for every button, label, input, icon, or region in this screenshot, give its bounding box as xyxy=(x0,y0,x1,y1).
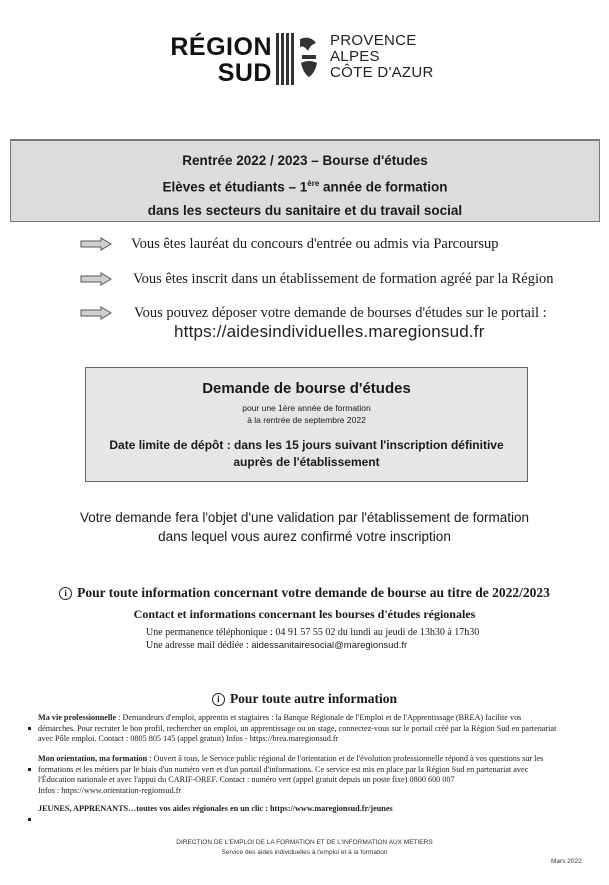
arrow-right-icon xyxy=(80,272,112,286)
contact-subtitle: Contact et informations concernant les bourses d'études régionales xyxy=(133,607,476,621)
validation-line2: dans lequel vous aurez confirmé votre inscription xyxy=(158,529,451,544)
para-vie-professionnelle xyxy=(38,713,600,745)
phone-line: Une permanence téléphonique : 04 91 57 55 02 du lundi au jeudi de 13h30 à 17h30 xyxy=(146,627,480,638)
logo-provence: PROVENCE xyxy=(330,32,417,49)
para2-line4: Infos : https://www.orientation-regionsud.fr xyxy=(38,785,182,795)
demande-title: Demande de bourse d'études xyxy=(202,380,411,397)
para1-line2: démarches. Pour recruter le bon profil, rechercher un emploi, un apprentissage ou un stage, connectez-vous sur le portail créé par la Région Sud en partenariat xyxy=(38,723,557,733)
validation-line1: Votre demande fera l'objet d'une validation par l'établissement de formation xyxy=(79,510,529,525)
footer-direction: DIRECTION DE L'EMPLOI DE LA FORMATION ET DE L'INFORMATION AUX METIERS xyxy=(176,839,433,846)
logo-alpes: ALPES xyxy=(330,48,380,65)
para-jeunes: JEUNES, APPRENANTS…toutes vos aides régionales en un clic : https://www.maregionsud.fr/jeunes xyxy=(38,804,393,813)
header-subtitle xyxy=(11,179,599,195)
mail-line xyxy=(146,640,407,651)
header-subtitle-pre: Elèves et étudiants – 1 xyxy=(162,179,308,195)
arrow-right-icon xyxy=(80,306,112,320)
bullet-square-icon xyxy=(28,808,31,826)
bullet-inscrit: Vous êtes inscrit dans un établissement de formation agréé par la Région xyxy=(133,271,554,287)
bullet-portail: Vous pouvez déposer votre demande de bourses d'études sur le portail : xyxy=(134,305,547,321)
header-sectors: dans les secteurs du sanitaire et du travail social xyxy=(147,203,463,218)
portal-link[interactable]: https://aidesindividuelles.maregionsud.fr xyxy=(174,322,485,341)
info-icon: i xyxy=(212,693,225,706)
para2-heading: Mon orientation, ma formation xyxy=(38,754,148,763)
footer-service: Service des aides individuelles à l'emploi et à la formation xyxy=(221,849,388,856)
info-icon: i xyxy=(59,587,72,600)
demande-sub2: à la rentrée de septembre 2022 xyxy=(247,415,366,425)
arrow-right-icon xyxy=(80,237,112,251)
header-subtitle-sup: ère xyxy=(307,179,320,188)
logo-region-sud xyxy=(160,34,272,86)
demande-sub1: pour une 1ère année de formation xyxy=(242,403,371,413)
para2-text1: : Ouvert à tous, le Service public régional de l'orientation et de l'évolution professionnelle répond à vos questions sur les xyxy=(147,754,544,763)
para1-line1 xyxy=(38,713,600,724)
bullet-square-icon xyxy=(28,717,31,735)
header-subtitle-post: année de formation xyxy=(319,179,448,195)
demande-box xyxy=(85,367,528,482)
info-title xyxy=(0,585,609,601)
para1-line3: avec Pôle emploi. Contact : 0805 805 145 (appel gratuit) Infos - https://brea.maregionsud.fr xyxy=(38,734,339,743)
logo-region-names xyxy=(330,33,434,81)
bullet-laureat: Vous êtes lauréat du concours d'entrée ou admis via Parcoursup xyxy=(131,236,499,252)
para1-heading: Ma vie professionnelle xyxy=(38,713,117,722)
mail-label: Une adresse mail dédiée : xyxy=(146,640,252,651)
header-title: Rentrée 2022 / 2023 – Bourse d'études xyxy=(182,153,428,168)
mail-link[interactable]: aidessanitairesocial@maregionsud.fr xyxy=(251,640,408,651)
region-emblem-icon xyxy=(276,33,322,85)
info-title-text: Pour toute information concernant votre demande de bourse au titre de 2022/2023 xyxy=(77,585,550,600)
demande-deadline-place: auprès de l'établissement xyxy=(233,455,380,469)
logo-line-region: RÉGION xyxy=(170,33,272,61)
header-box xyxy=(10,139,600,222)
logo-cote-dazur: CÔTE D'AZUR xyxy=(330,64,434,81)
para1-text1: : Demandeurs d'emploi, apprentis et stagiaires : la Banque Régionale de l'Emploi et de l'Apprentissage (BREA) facilite vos xyxy=(116,713,522,722)
demande-deadline: Date limite de dépôt : dans les 15 jours suivant l'inscription définitive xyxy=(109,438,504,452)
other-info-title-text: Pour toute autre information xyxy=(229,691,398,706)
para2-line2: formations et les métiers par le biais d'un numéro vert et d'un portail d'informations. Ce service est mis en place par la Région Sud en partenariat avec xyxy=(38,764,529,774)
footer-date: Mars 2022 xyxy=(551,858,582,865)
para2-line3: l'Éducation nationale et avec l'appui du CARIF-OREF. Contact : numéro vert (appel gratuit depuis un poste fixe) 0800 600 007 xyxy=(38,775,455,784)
para-orientation xyxy=(38,754,600,796)
para2-line1 xyxy=(38,754,600,765)
other-info-title xyxy=(0,691,609,707)
logo-line-sud: SUD xyxy=(217,59,272,87)
bullet-square-icon xyxy=(28,758,31,776)
